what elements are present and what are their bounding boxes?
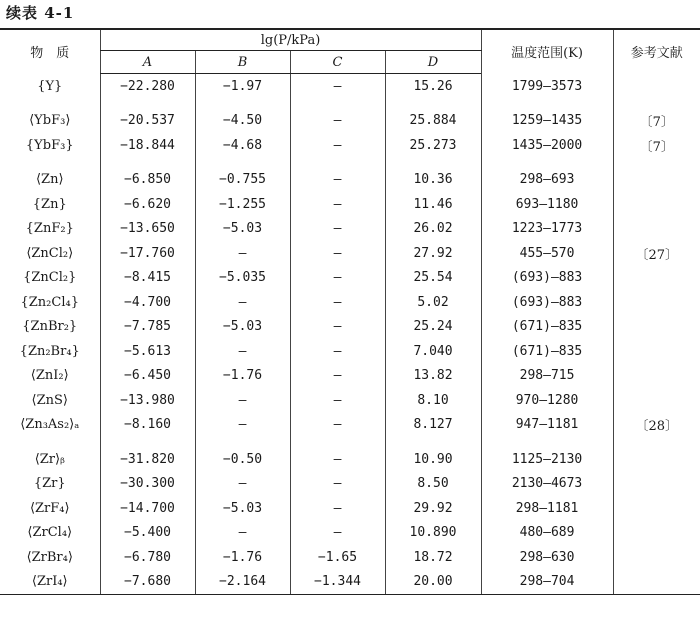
temp-range-cell: 298—704 <box>481 570 613 595</box>
temp-range-cell: (693)—883 <box>481 266 613 291</box>
substance-cell: ⟨YbF₃⟩ <box>29 113 71 129</box>
reference-cell <box>613 315 700 340</box>
col-d-cell: 29.92 <box>385 496 481 521</box>
substance-cell: ⟨ZrBr₄⟩ <box>26 549 73 565</box>
col-d-cell: 26.02 <box>385 217 481 242</box>
col-d-cell: 8.127 <box>385 413 481 438</box>
table-row <box>0 521 700 546</box>
col-c-cell: — <box>290 109 385 134</box>
temp-range-cell: 298—630 <box>481 545 613 570</box>
col-c-cell: — <box>290 168 385 193</box>
table-row <box>0 496 700 521</box>
table-row <box>0 472 700 497</box>
table-body <box>0 74 700 595</box>
reference-cell <box>613 545 700 570</box>
substance-cell: {ZnBr₂} <box>22 319 78 335</box>
col-d-cell: 27.92 <box>385 241 481 266</box>
col-b-cell: −5.035 <box>195 266 290 291</box>
table-row <box>0 192 700 217</box>
temp-range-cell: 298—1181 <box>481 496 613 521</box>
reference-cell <box>613 217 700 242</box>
col-a-cell: −5.400 <box>100 521 195 546</box>
table-row <box>0 413 700 438</box>
reference-cell <box>613 388 700 413</box>
reference-cell: 〔7〕 <box>613 109 700 134</box>
table-caption: 续表 4-1 <box>6 4 75 22</box>
table-row <box>0 133 700 158</box>
col-a-cell: −13.650 <box>100 217 195 242</box>
table-row <box>0 168 700 193</box>
col-b-cell: −5.03 <box>195 315 290 340</box>
col-b-cell: — <box>195 290 290 315</box>
reference-cell: 〔28〕 <box>613 413 700 438</box>
col-d-cell: 13.82 <box>385 364 481 389</box>
substance-cell: {Zn₂Br₄} <box>19 343 80 359</box>
substance-cell: {ZnF₂} <box>25 221 74 237</box>
col-d-cell: 25.273 <box>385 133 481 158</box>
temp-range-cell: (671)—835 <box>481 315 613 340</box>
reference-cell <box>613 192 700 217</box>
col-b-cell: −0.755 <box>195 168 290 193</box>
col-a-cell: −6.620 <box>100 192 195 217</box>
col-b-cell: — <box>195 388 290 413</box>
col-b-cell: −4.68 <box>195 133 290 158</box>
col-a-cell: −4.700 <box>100 290 195 315</box>
col-d-cell: 15.26 <box>385 74 481 99</box>
spacer-row <box>0 437 700 447</box>
col-d-cell: 8.50 <box>385 472 481 497</box>
col-b-cell: −4.50 <box>195 109 290 134</box>
col-b-cell: −5.03 <box>195 217 290 242</box>
substance-cell: ⟨ZrI₄⟩ <box>0 570 100 595</box>
header-lgp: lg(P/kPa) <box>100 29 481 51</box>
temp-range-cell: 1125—2130 <box>481 447 613 472</box>
col-c-cell: −1.65 <box>290 545 385 570</box>
col-c-cell: — <box>290 447 385 472</box>
col-b-cell: — <box>195 413 290 438</box>
spacer-row <box>0 158 700 168</box>
col-a-cell: −13.980 <box>100 388 195 413</box>
col-c-cell: — <box>290 241 385 266</box>
header-temp-range: 温度范围(K) <box>481 29 613 74</box>
substance-cell: {YbF₃} <box>25 137 74 153</box>
temp-range-cell: 1799—3573 <box>481 74 613 99</box>
col-d-cell: 20.00 <box>385 570 481 595</box>
col-a-cell: −17.760 <box>100 241 195 266</box>
col-a-cell: −18.844 <box>100 133 195 158</box>
temp-range-cell: 298—715 <box>481 364 613 389</box>
col-b-cell: −0.50 <box>195 447 290 472</box>
reference-cell <box>613 570 700 595</box>
reference-cell <box>613 521 700 546</box>
col-a-cell: −7.785 <box>100 315 195 340</box>
col-d-cell: 25.884 <box>385 109 481 134</box>
substance-cell: ⟨Zn⟩ <box>35 172 64 188</box>
temp-range-cell: 298—693 <box>481 168 613 193</box>
col-c-cell: — <box>290 496 385 521</box>
header-substance: 物 质 <box>0 29 100 74</box>
substance-cell: {ZnCl₂} <box>23 270 77 286</box>
reference-cell: 〔7〕 <box>613 133 700 158</box>
col-a-cell: −22.280 <box>100 74 195 99</box>
col-a-cell: −14.700 <box>100 496 195 521</box>
reference-cell <box>613 472 700 497</box>
col-a-cell: −6.780 <box>100 545 195 570</box>
substance-cell: ⟨ZnS⟩ <box>31 392 68 408</box>
table-row <box>0 339 700 364</box>
col-c-cell: — <box>290 315 385 340</box>
substance-cell: ⟨ZnCl₂⟩ <box>26 245 74 261</box>
substance-cell: ⟨Zr⟩ᵦ <box>34 451 65 467</box>
table-row <box>0 388 700 413</box>
col-d-cell: 11.46 <box>385 192 481 217</box>
temp-range-cell: 480—689 <box>481 521 613 546</box>
col-c-cell: — <box>290 413 385 438</box>
header-col-d: D <box>385 51 481 74</box>
col-c-cell: — <box>290 521 385 546</box>
col-c-cell: — <box>290 266 385 291</box>
col-b-cell: −5.03 <box>195 496 290 521</box>
table-row <box>0 570 700 595</box>
col-d-cell: 25.54 <box>385 266 481 291</box>
col-d-cell: 18.72 <box>385 545 481 570</box>
col-c-cell: — <box>290 133 385 158</box>
reference-cell: 〔27〕 <box>613 241 700 266</box>
col-b-cell: −1.97 <box>195 74 290 99</box>
col-b-cell: −1.76 <box>195 545 290 570</box>
temp-range-cell: 693—1180 <box>481 192 613 217</box>
col-c-cell: — <box>290 217 385 242</box>
reference-cell <box>613 496 700 521</box>
table-row <box>0 545 700 570</box>
substance-cell: ⟨ZrF₄⟩ <box>29 500 70 516</box>
spacer-row <box>0 99 700 109</box>
temp-range-cell: 970—1280 <box>481 388 613 413</box>
substance-cell: {Zr} <box>33 476 66 492</box>
col-d-cell: 10.90 <box>385 447 481 472</box>
col-b-cell: — <box>195 339 290 364</box>
header-col-a: A <box>100 51 195 74</box>
col-b-cell: — <box>195 521 290 546</box>
header-reference: 参考文献 <box>613 29 700 74</box>
col-c-cell: — <box>290 192 385 217</box>
table-row <box>0 447 700 472</box>
substance-cell: {Zn₂Cl₄} <box>20 294 79 310</box>
temp-range-cell: 2130—4673 <box>481 472 613 497</box>
col-b-cell: — <box>195 472 290 497</box>
table-row <box>0 364 700 389</box>
col-a-cell: −6.850 <box>100 168 195 193</box>
col-a-cell: −5.613 <box>100 339 195 364</box>
col-c-cell: — <box>290 74 385 99</box>
table-row <box>0 290 700 315</box>
substance-cell: {Y} <box>37 78 63 94</box>
reference-cell <box>613 168 700 193</box>
substance-cell: ⟨ZrCl₄⟩ <box>27 525 73 541</box>
col-d-cell: 10.36 <box>385 168 481 193</box>
substance-cell: ⟨Zn₃As₂⟩ₐ <box>20 417 80 433</box>
temp-range-cell: (693)—883 <box>481 290 613 315</box>
col-c-cell: — <box>290 364 385 389</box>
table-row <box>0 109 700 134</box>
col-d-cell: 10.890 <box>385 521 481 546</box>
temp-range-cell: 455—570 <box>481 241 613 266</box>
col-c-cell: −1.344 <box>290 570 385 595</box>
col-c-cell: — <box>290 472 385 497</box>
reference-cell <box>613 290 700 315</box>
table-row <box>0 74 700 99</box>
col-b-cell: −2.164 <box>195 570 290 595</box>
reference-cell <box>613 339 700 364</box>
substance-cell: ⟨ZnI₂⟩ <box>30 368 69 384</box>
table-row <box>0 241 700 266</box>
col-c-cell: — <box>290 388 385 413</box>
col-a-cell: −8.160 <box>100 413 195 438</box>
col-d-cell: 7.040 <box>385 339 481 364</box>
col-b-cell: — <box>195 241 290 266</box>
temp-range-cell: 1259—1435 <box>481 109 613 134</box>
col-a-cell: −30.300 <box>100 472 195 497</box>
temp-range-cell: (671)—835 <box>481 339 613 364</box>
col-d-cell: 5.02 <box>385 290 481 315</box>
table-row <box>0 266 700 291</box>
header-col-c: C <box>290 51 385 74</box>
substance-cell: {Zn} <box>32 196 67 212</box>
temp-range-cell: 1435—2000 <box>481 133 613 158</box>
header-col-b: B <box>195 51 290 74</box>
col-a-cell: −20.537 <box>100 109 195 134</box>
col-d-cell: 25.24 <box>385 315 481 340</box>
col-b-cell: −1.76 <box>195 364 290 389</box>
reference-cell <box>613 266 700 291</box>
col-a-cell: −8.415 <box>100 266 195 291</box>
table-row <box>0 315 700 340</box>
temp-range-cell: 947—1181 <box>481 413 613 438</box>
vapor-pressure-table <box>0 28 700 595</box>
col-b-cell: −1.255 <box>195 192 290 217</box>
reference-cell <box>613 447 700 472</box>
col-c-cell: — <box>290 290 385 315</box>
reference-cell <box>613 74 700 99</box>
col-a-cell: −6.450 <box>100 364 195 389</box>
col-d-cell: 8.10 <box>385 388 481 413</box>
table-row <box>0 217 700 242</box>
col-a-cell: −31.820 <box>100 447 195 472</box>
col-a-cell: −7.680 <box>100 570 195 595</box>
reference-cell <box>613 364 700 389</box>
temp-range-cell: 1223—1773 <box>481 217 613 242</box>
col-c-cell: — <box>290 339 385 364</box>
